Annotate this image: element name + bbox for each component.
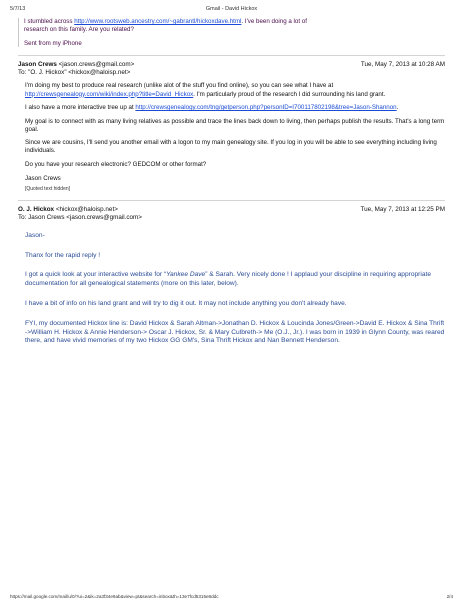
quoted-signature: Sent from my iPhone xyxy=(24,40,82,48)
paragraph: FYI, my documented Hickox line is: David Hickox & Sarah Altman->Jonathan D. Hickox & Loucinda Jones/Green->David E. Hickox & Sina Thrift ->William H. Hickox & Annie Henderson-> Oscar J. Hickox, Sr. & Mary Culbreth-> Me (O.J., Jr.). I was born in 1939 in Glynn County, was reared there, and have vivid memories of my two Hickox GG GM's, Sina Thrift Hickox and Nan Bennett Henderson. xyxy=(25,319,445,345)
paragraph: I have a bit of info on his land grant and will try to dig it out. It may not include anything you don't already have. xyxy=(25,299,347,307)
quoted-line-2: research on this family. Are you related? xyxy=(24,26,134,34)
page-url: https://mail.google.com/mail/u/0/?ui=2&ik=2a3f34e9ab&view=pt&search=inbox&th=13e7fcd5315e8ddc xyxy=(10,594,219,599)
paragraph: Do you have your research electronic? GEDCOM or other format? xyxy=(25,161,207,169)
wiki-link[interactable]: http://crewsgenealogy.com/wiki/index.php?title=David_Hickox xyxy=(25,90,194,98)
page-number: 2/4 xyxy=(446,594,453,599)
sender-email: <hickox@haloisp.net> xyxy=(55,205,118,213)
greeting: Jason- xyxy=(25,231,45,239)
message-body xyxy=(18,82,445,191)
message-header xyxy=(18,206,445,222)
message-body xyxy=(18,232,445,346)
message-header xyxy=(18,61,445,77)
tng-link[interactable]: http://crewsgenealogy.com/tng/getperson.php?personID=I700117802198&tree=Jason-Shannon xyxy=(135,104,397,112)
message-date: Tue, May 7, 2013 at 12:25 PM xyxy=(360,205,445,213)
paragraph: My goal is to connect with as many living relatives as possible and trace the lines back down to living, then perhaps publish the results. That's a long term goal. xyxy=(25,117,445,133)
paragraph: I'm doing my best to produce real research (unlike alot of the stuff you find online), so you can see what I have at http://crewsgenealogy.com/wiki/index.php?title=David_Hickox. I'm particularly proud of the research I did surrounding his land grant. xyxy=(25,82,386,98)
paragraph: Since we are cousins, I'll send you another email with a logon to my main genealogy site. If you log in you will be able to see everything including living individuals. xyxy=(25,139,437,155)
quoted-line-1: I stumbled across http://www.rootsweb.ancestry.com/~gabrantl/hickoxdave.html. I've been doing a lot of xyxy=(24,18,307,25)
recipient-line: To: "O. J. Hickox" <hickox@haloisp.net> xyxy=(18,69,131,77)
quoted-text-hidden[interactable]: [Quoted text hidden] xyxy=(25,185,71,192)
divider xyxy=(18,200,445,201)
recipient-line: To: Jason Crews <jason.crews@gmail.com> xyxy=(18,213,142,221)
message-oj xyxy=(18,206,445,346)
quoted-reply xyxy=(18,18,445,47)
divider xyxy=(18,55,445,56)
message-jason xyxy=(18,61,445,191)
sender-name[interactable]: O. J. Hickox xyxy=(18,205,55,213)
print-title: Gmail - David Hickox xyxy=(205,6,258,12)
email-thread xyxy=(18,18,445,357)
paragraph: I got a quick look at your interactive website for “Yankee Dave” & Sarah. Very nicely done ! I applaud your discipline in requiring appropriate documentation for all genealogical statements (more on this later, below). xyxy=(25,271,432,288)
yankee-dave-text: Yankee Dave xyxy=(166,271,206,279)
paragraph: Thanx for the rapid reply ! xyxy=(25,251,101,259)
message-date: Tue, May 7, 2013 at 10:28 AM xyxy=(360,61,445,69)
sender-email: <jason.crews@gmail.com> xyxy=(58,61,135,69)
rootsweb-link[interactable]: http://www.rootsweb.ancestry.com/~gabrantl/hickoxdave.html xyxy=(74,18,242,25)
print-header xyxy=(10,6,453,16)
signature: Jason Crews xyxy=(25,174,61,182)
sender-name[interactable]: Jason Crews xyxy=(18,61,57,69)
paragraph: I also have a more interactive tree up at http://crewsgenealogy.com/tng/getperson.php?personID=I700117802198&tree=Jason-Shannon. xyxy=(25,104,399,112)
print-date: 5/7/13 xyxy=(10,6,26,12)
